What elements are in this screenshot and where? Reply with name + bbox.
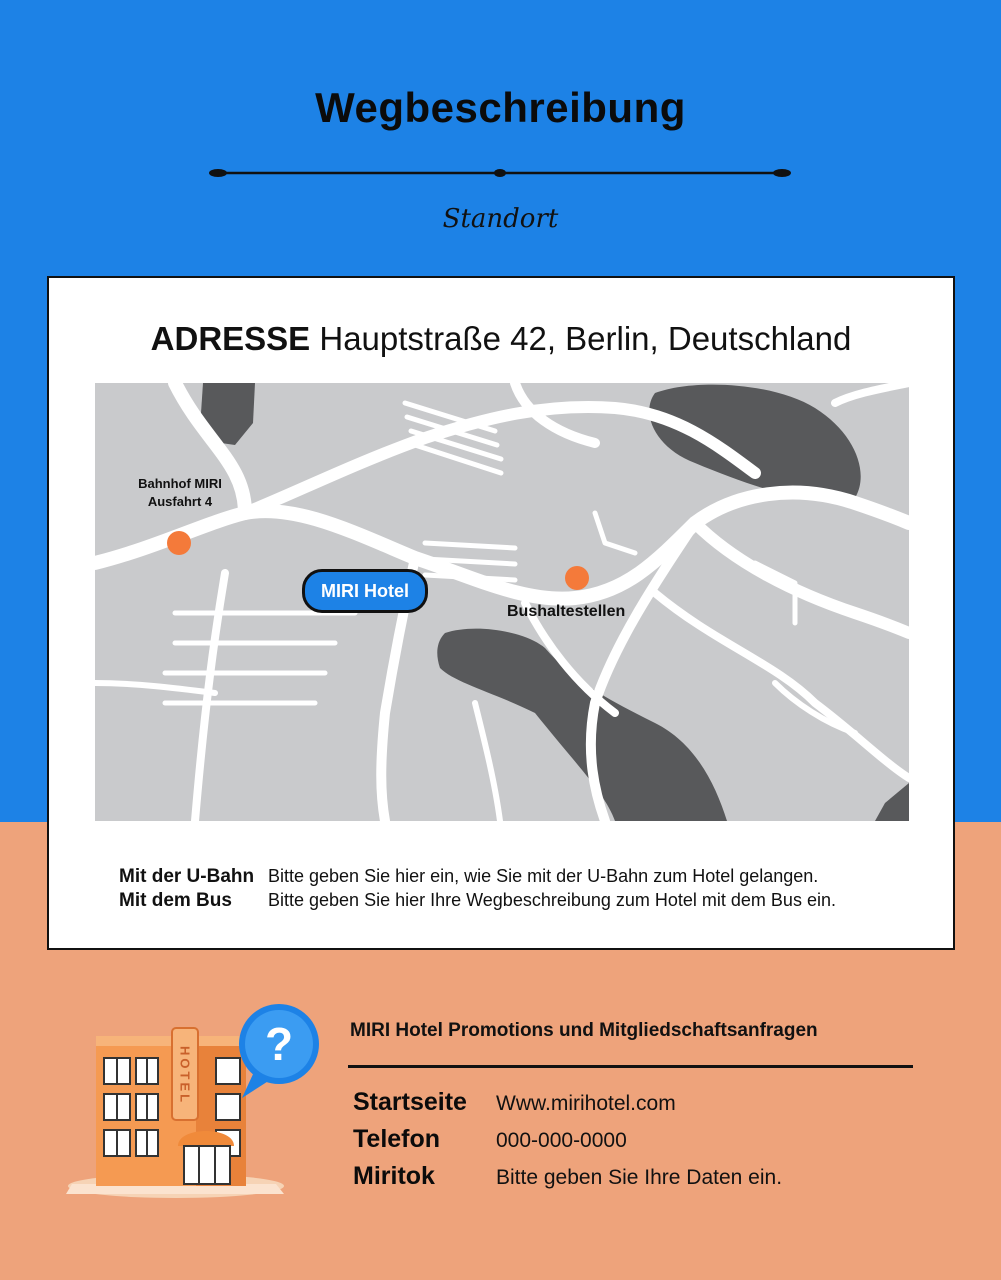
direction-label: Mit der U-Bahn xyxy=(119,866,255,887)
bus-stop-pin-icon[interactable] xyxy=(565,566,589,590)
contact-row-phone xyxy=(353,1125,782,1162)
contact-label: Startseite xyxy=(353,1088,467,1116)
contact-label: Telefon xyxy=(353,1125,441,1153)
question-mark-icon: ? xyxy=(264,1018,294,1070)
station-label: Bahnhof MIRI Ausfahrt 4 xyxy=(138,476,222,509)
contact-row-miritok xyxy=(353,1162,782,1199)
contact-heading: MIRI Hotel Promotions und Mitgliedschaftsanfragen xyxy=(350,1020,818,1041)
address-line xyxy=(49,320,953,358)
decorative-divider xyxy=(208,164,792,182)
hotel-sign-text: HOTEL xyxy=(177,1046,193,1106)
map-graphic xyxy=(95,383,909,821)
station-pin-icon[interactable] xyxy=(167,531,191,555)
map[interactable] xyxy=(95,383,909,821)
direction-text: Bitte geben Sie hier ein, wie Sie mit der U-Bahn zum Hotel gelangen. xyxy=(268,866,819,886)
hotel-marker[interactable]: MIRI Hotel xyxy=(302,569,428,613)
direction-row-subway xyxy=(119,866,919,890)
section-subtitle: Standort xyxy=(442,204,559,234)
direction-row-bus xyxy=(119,890,919,914)
direction-label: Mit dem Bus xyxy=(119,890,232,911)
hotel-question-illustration xyxy=(66,998,331,1210)
homepage-link[interactable]: Www.mirihotel.com xyxy=(496,1092,676,1115)
page-title: Wegbeschreibung xyxy=(315,84,686,131)
location-card xyxy=(47,276,955,950)
directions-list xyxy=(119,866,919,914)
address-label: ADRESSE xyxy=(150,320,311,357)
contact-row-homepage xyxy=(353,1088,782,1125)
bus-stop-label: Bushaltestellen xyxy=(507,603,626,620)
contact-label: Miritok xyxy=(353,1162,435,1190)
address-value: Hauptstraße 42, Berlin, Deutschland xyxy=(319,320,852,357)
phone-value: 000-000-0000 xyxy=(496,1129,627,1152)
miritok-value: Bitte geben Sie Ihre Daten ein. xyxy=(496,1166,783,1189)
direction-text: Bitte geben Sie hier Ihre Wegbeschreibung zum Hotel mit dem Bus ein. xyxy=(268,890,836,910)
contact-list xyxy=(353,1088,782,1199)
contact-divider xyxy=(348,1065,913,1068)
